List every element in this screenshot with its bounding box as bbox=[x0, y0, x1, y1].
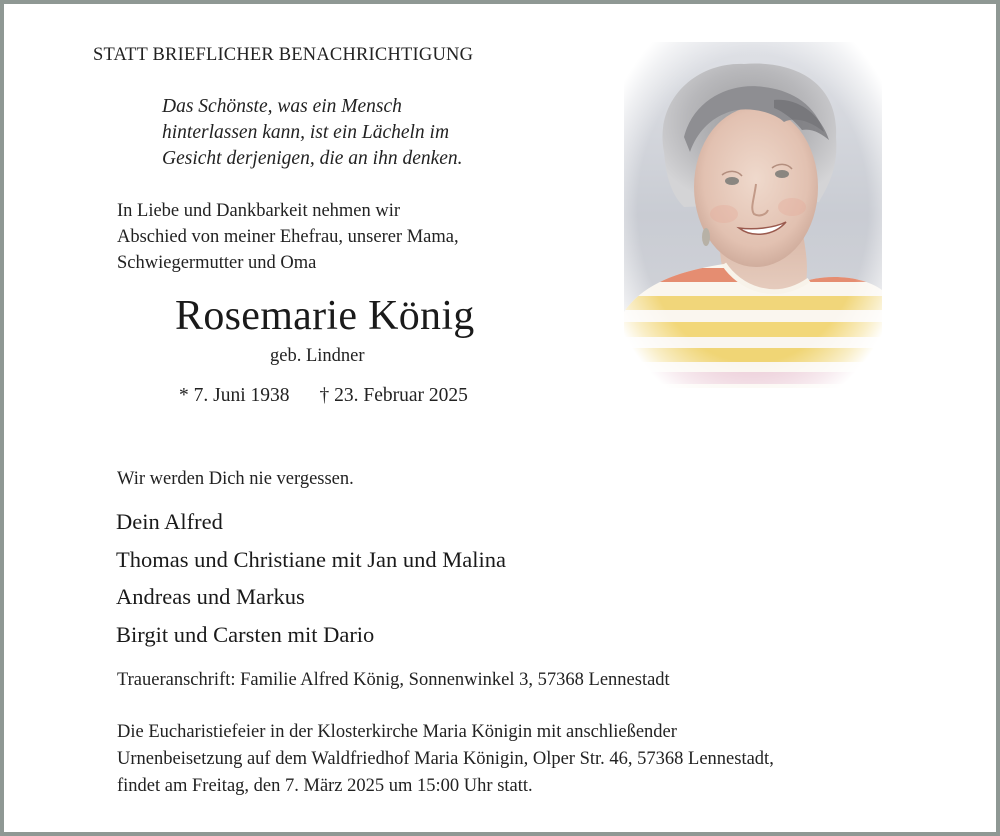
farewell-line: Wir werden Dich nie vergessen. bbox=[117, 469, 354, 489]
intro-line: Schwiegermutter und Oma bbox=[117, 253, 317, 273]
quote-line: Gesicht derjenigen, die an ihn denken. bbox=[162, 148, 463, 169]
quote-line: hinterlassen kann, ist ein Lächeln im bbox=[162, 122, 450, 143]
quote-line: Das Schönste, was ein Mensch bbox=[162, 96, 402, 117]
portrait-photo bbox=[624, 42, 882, 388]
family-line: Birgit und Carsten mit Dario bbox=[116, 621, 375, 647]
intro-paragraph bbox=[117, 198, 459, 276]
life-dates bbox=[179, 385, 468, 407]
family-line: Thomas und Christiane mit Jan und Malina bbox=[116, 546, 506, 572]
deceased-name: Rosemarie König bbox=[175, 293, 475, 339]
family-signatures bbox=[116, 503, 506, 653]
memorial-quote bbox=[162, 94, 463, 172]
intro-line: In Liebe und Dankbarkeit nehmen wir bbox=[117, 201, 401, 221]
notice-heading: STATT BRIEFLICHER BENACHRICHTIGUNG bbox=[93, 45, 474, 65]
service-line: Urnenbeisetzung auf dem Waldfriedhof Maria Königin, Olper Str. 46, 57368 Lennestadt, bbox=[117, 749, 774, 769]
family-line: Dein Alfred bbox=[116, 509, 223, 534]
portrait-image bbox=[624, 42, 882, 388]
service-details bbox=[117, 719, 774, 800]
family-line: Andreas und Markus bbox=[116, 584, 305, 609]
service-line: Die Eucharistiefeier in der Klosterkirche Maria Königin mit anschließender bbox=[117, 722, 677, 742]
intro-line: Abschied von meiner Ehefrau, unserer Mama, bbox=[117, 227, 459, 247]
maiden-name: geb. Lindner bbox=[270, 346, 365, 366]
service-line: findet am Freitag, den 7. März 2025 um 15:00 Uhr statt. bbox=[117, 776, 533, 796]
death-date: † 23. Februar 2025 bbox=[319, 385, 468, 406]
mourning-address: Traueranschrift: Familie Alfred König, Sonnenwinkel 3, 57368 Lennestadt bbox=[117, 670, 670, 690]
birth-date: * 7. Juni 1938 bbox=[179, 385, 290, 406]
